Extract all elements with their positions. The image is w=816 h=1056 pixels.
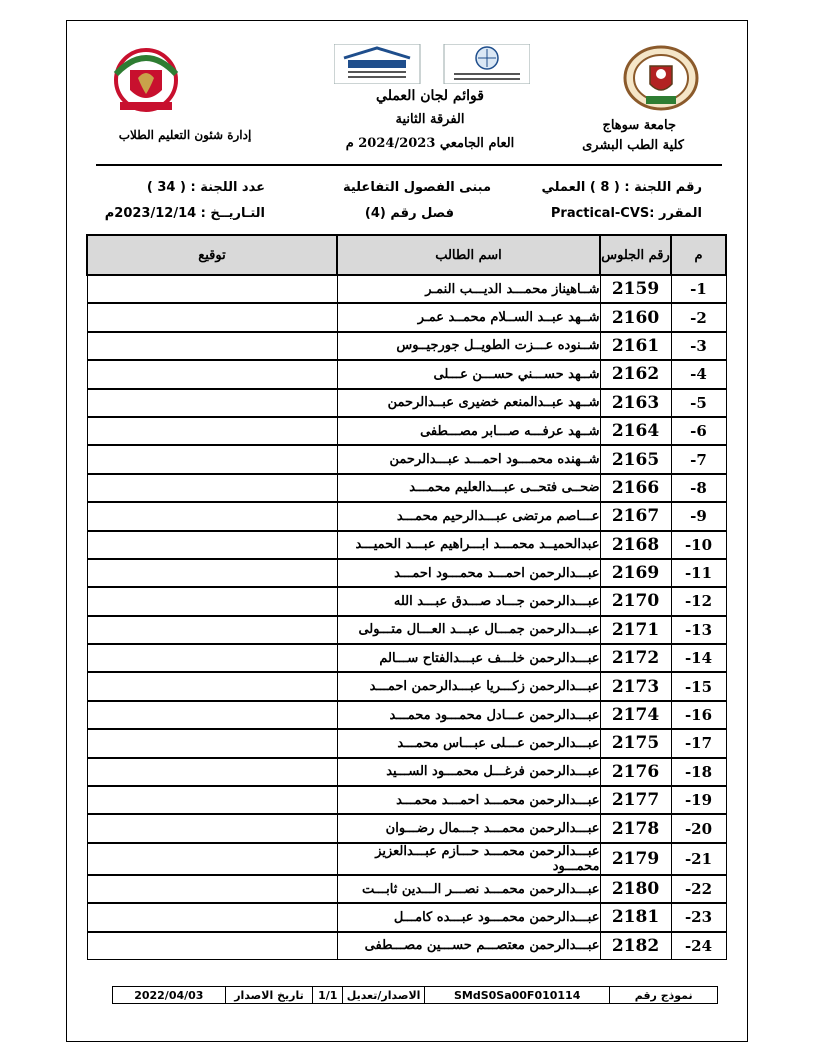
row-index: -15 <box>671 672 726 700</box>
column-header-signature: توقيع <box>87 235 337 275</box>
row-student-name: شــاهيناز محمـــد الديـــب النمـر <box>337 275 600 303</box>
row-student-name: شــهد عبــد الســلام محمــد عمـر <box>337 303 600 331</box>
row-student-name: عبـــدالرحمن عـــادل محمـــود محمـــد <box>337 701 600 729</box>
table-row <box>87 875 726 903</box>
footer-form-label: نموذج رقم <box>609 987 717 1003</box>
course-name: المقرر :Practical-CVS <box>550 206 702 221</box>
row-index: -3 <box>671 332 726 360</box>
table-row <box>87 814 726 842</box>
faculty-medicine-logo <box>100 44 192 114</box>
row-index: -8 <box>671 474 726 502</box>
row-index: -9 <box>671 502 726 530</box>
row-signature-cell <box>87 502 337 530</box>
column-header-index: م <box>671 235 726 275</box>
row-index: -21 <box>671 843 726 875</box>
table-row <box>87 531 726 559</box>
table-row <box>87 389 726 417</box>
row-signature-cell <box>87 903 337 931</box>
table-row <box>87 587 726 615</box>
row-seat-number: 2177 <box>600 786 671 814</box>
row-index: -20 <box>671 814 726 842</box>
table-row <box>87 275 726 303</box>
row-index: -17 <box>671 729 726 757</box>
row-signature-cell <box>87 474 337 502</box>
room-number: فصل رقم (4) <box>364 206 454 221</box>
table-row <box>87 932 726 960</box>
row-student-name: عبـــدالرحمن خلـــف عبـــدالفتاح ســـالم <box>337 644 600 672</box>
row-index: -22 <box>671 875 726 903</box>
certification-logos <box>334 44 530 84</box>
year-level: الفرقة الثانية <box>395 112 465 127</box>
row-student-name: شــهنده محمـــود احمـــد عبـــدالرحمن <box>337 445 600 473</box>
table-row <box>87 332 726 360</box>
row-index: -10 <box>671 531 726 559</box>
row-seat-number: 2176 <box>600 758 671 786</box>
row-signature-cell <box>87 701 337 729</box>
row-student-name: عبدالحميــد محمـــد ابـــراهيم عبـــد الحميـــد <box>337 531 600 559</box>
row-seat-number: 2164 <box>600 417 671 445</box>
table-row <box>87 729 726 757</box>
footer-issue-date: 2022/04/03 <box>134 988 204 1002</box>
row-seat-number: 2163 <box>600 389 671 417</box>
row-seat-number: 2181 <box>600 903 671 931</box>
row-student-name: عبـــدالرحمن محمـــد نصـــر الـــدين ثابـــت <box>337 875 600 903</box>
row-student-name: عبـــدالرحمن فرغـــل محمـــود الســـيد <box>337 758 600 786</box>
row-index: -2 <box>671 303 726 331</box>
building-name: مبنى الفصول التفاعلية <box>342 180 491 195</box>
row-signature-cell <box>87 758 337 786</box>
table-row <box>87 701 726 729</box>
table-body <box>87 275 726 959</box>
page-title: قوائم لجان العملي <box>376 88 484 104</box>
faculty-name: كلية الطب البشرى <box>582 138 684 153</box>
table-row <box>87 559 726 587</box>
row-signature-cell <box>87 932 337 960</box>
row-student-name: عـــاصم مرتضى عبـــدالرحيم محمـــد <box>337 502 600 530</box>
academic-year: العام الجامعي 2024/2023 م <box>345 136 515 151</box>
department-name: إدارة شئون التعليم الطلاب <box>118 128 252 142</box>
column-header-seat: رقم الجلوس <box>600 235 671 275</box>
row-index: -23 <box>671 903 726 931</box>
table-row <box>87 474 726 502</box>
row-index: -5 <box>671 389 726 417</box>
row-signature-cell <box>87 843 337 875</box>
exam-date: التـاريــخ : 2023/12/14م <box>104 206 265 221</box>
row-student-name: عبـــدالرحمن عـــلى عبـــاس محمـــد <box>337 729 600 757</box>
row-seat-number: 2178 <box>600 814 671 842</box>
table-row <box>87 644 726 672</box>
row-signature-cell <box>87 587 337 615</box>
row-signature-cell <box>87 814 337 842</box>
table-row <box>87 502 726 530</box>
committee-count: عدد اللجنة : ( 34 ) <box>146 180 265 195</box>
row-index: -6 <box>671 417 726 445</box>
row-signature-cell <box>87 729 337 757</box>
row-signature-cell <box>87 531 337 559</box>
row-signature-cell <box>87 672 337 700</box>
row-student-name: شــهد عرفـــه صـــابر مصـــطفى <box>337 417 600 445</box>
row-index: -14 <box>671 644 726 672</box>
table-row <box>87 360 726 388</box>
row-signature-cell <box>87 786 337 814</box>
row-signature-cell <box>87 303 337 331</box>
row-seat-number: 2159 <box>600 275 671 303</box>
row-index: -13 <box>671 616 726 644</box>
row-student-name: شــهد حســـني حســـن عـــلى <box>337 360 600 388</box>
column-header-name: اسم الطالب <box>337 235 600 275</box>
university-crest-logo <box>622 44 700 112</box>
row-seat-number: 2166 <box>600 474 671 502</box>
row-student-name: عبـــدالرحمن جمـــال عبـــد العـــال متـــولى <box>337 616 600 644</box>
row-student-name: عبـــدالرحمن زكـــريا عبـــدالرحمن احمـــد <box>337 672 600 700</box>
row-index: -7 <box>671 445 726 473</box>
row-seat-number: 2172 <box>600 644 671 672</box>
footer-issue-label: تاريخ الاصدار <box>225 987 313 1003</box>
row-index: -18 <box>671 758 726 786</box>
table-header-row <box>87 235 726 275</box>
row-student-name: عبـــدالرحمن محمـــد احمـــد محمـــد <box>337 786 600 814</box>
table-row <box>87 786 726 814</box>
row-seat-number: 2167 <box>600 502 671 530</box>
row-seat-number: 2180 <box>600 875 671 903</box>
row-student-name: ضحــى فتحــى عبـــدالعليم محمـــد <box>337 474 600 502</box>
row-student-name: عبـــدالرحمن محمـــد حـــازم عبـــدالعزيز محمـــود <box>337 843 600 875</box>
row-seat-number: 2173 <box>600 672 671 700</box>
row-index: -19 <box>671 786 726 814</box>
table-row <box>87 843 726 875</box>
row-signature-cell <box>87 275 337 303</box>
row-seat-number: 2179 <box>600 843 671 875</box>
row-index: -11 <box>671 559 726 587</box>
row-student-name: عبـــدالرحمن جـــاد صـــدق عبـــد الله <box>337 587 600 615</box>
row-signature-cell <box>87 332 337 360</box>
header-divider <box>96 164 722 166</box>
row-student-name: عبـــدالرحمن احمـــد محمـــود احمـــد <box>337 559 600 587</box>
row-signature-cell <box>87 616 337 644</box>
footer-edition-label: الاصدار/تعديل <box>342 987 424 1003</box>
row-seat-number: 2162 <box>600 360 671 388</box>
row-signature-cell <box>87 644 337 672</box>
table-row <box>87 303 726 331</box>
row-seat-number: 2174 <box>600 701 671 729</box>
row-signature-cell <box>87 559 337 587</box>
row-signature-cell <box>87 360 337 388</box>
row-seat-number: 2161 <box>600 332 671 360</box>
table-row <box>87 672 726 700</box>
footer-edition-value: 1/1 <box>312 987 342 1003</box>
document-footer <box>112 986 718 1004</box>
table-row <box>87 903 726 931</box>
table-row <box>87 417 726 445</box>
footer-form-code: SMdS0Sa00F010114 <box>424 987 609 1003</box>
row-seat-number: 2175 <box>600 729 671 757</box>
row-seat-number: 2171 <box>600 616 671 644</box>
university-name: جامعة سوهاج <box>602 118 676 133</box>
row-signature-cell <box>87 875 337 903</box>
row-index: -4 <box>671 360 726 388</box>
table-row <box>87 616 726 644</box>
row-seat-number: 2165 <box>600 445 671 473</box>
table-row <box>87 758 726 786</box>
row-seat-number: 2182 <box>600 932 671 960</box>
row-signature-cell <box>87 417 337 445</box>
committee-number: رقم اللجنة : ( 8 ) العملي <box>541 180 702 195</box>
row-index: -24 <box>671 932 726 960</box>
row-seat-number: 2170 <box>600 587 671 615</box>
row-student-name: عبـــدالرحمن محمـــود عبـــده كامـــل <box>337 903 600 931</box>
row-index: -12 <box>671 587 726 615</box>
row-seat-number: 2168 <box>600 531 671 559</box>
row-student-name: عبـــدالرحمن معتصـــم حســـين مصـــطفى <box>337 932 600 960</box>
row-index: -16 <box>671 701 726 729</box>
table-row <box>87 445 726 473</box>
row-signature-cell <box>87 389 337 417</box>
row-student-name: شــهد عبــدالمنعم خضيرى عبــدالرحمن <box>337 389 600 417</box>
row-student-name: عبـــدالرحمن محمـــد جـــمال رضـــوان <box>337 814 600 842</box>
row-signature-cell <box>87 445 337 473</box>
row-student-name: شــنوده عـــزت الطويــل جورجيــوس <box>337 332 600 360</box>
row-seat-number: 2160 <box>600 303 671 331</box>
students-table <box>86 234 727 960</box>
row-seat-number: 2169 <box>600 559 671 587</box>
row-index: -1 <box>671 275 726 303</box>
